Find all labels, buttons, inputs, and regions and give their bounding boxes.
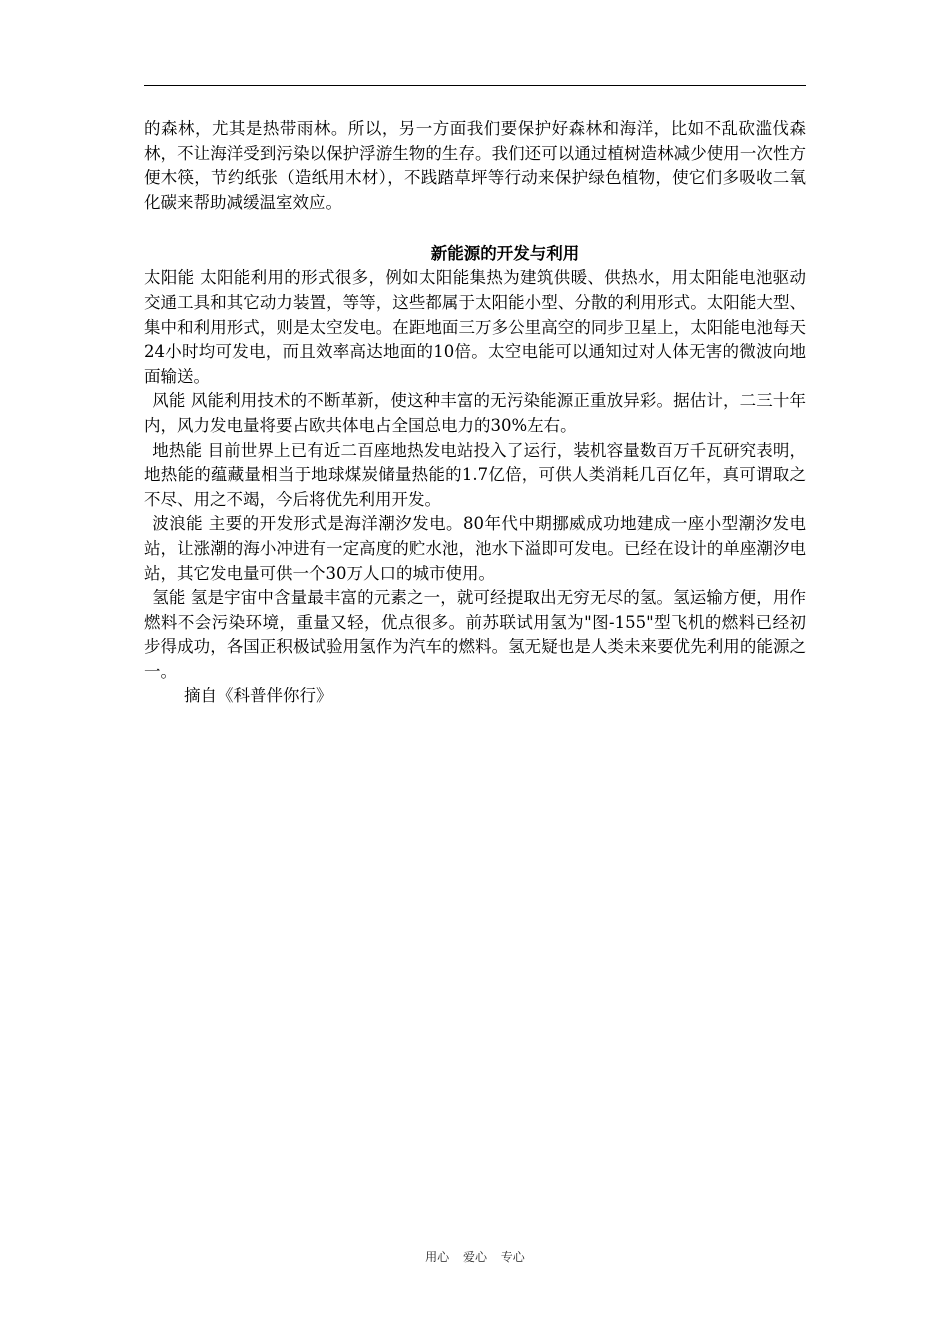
paragraph-hydrogen: 氢能 氢是宇宙中含量最丰富的元素之一，就可经提取出无穷无尽的氢。氢运输方便，用作燃料不会污染环境，重量又轻，优点很多。前苏联试用氢为"图-155"型飞机的燃料已经初步得成功，各国正积极试验用氢作为汽车的燃料。氢无疑也是人类未来要优先利用的能源之一。 (144, 588, 806, 681)
intro-paragraph: 的森林，尤其是热带雨林。所以，另一方面我们要保护好森林和海洋，比如不乱砍滥伐森林，不让海洋受到污染以保护浮游生物的生存。我们还可以通过植树造林减少使用一次性方便木筷，节约纸张（造纸用木材），不践踏草坪等行动来保护绿色植物，使它们多吸收二氧化碳来帮助减缓温室效应。 (144, 119, 806, 212)
paragraph-wind: 风能 风能利用技术的不断革新，使这种丰富的无污染能源正重放异彩。据估计，二三十年内，风力发电量将要占欧共体电占全国总电力的30%左右。 (144, 391, 806, 435)
page-footer: 用心 爱心 专心 (425, 1250, 525, 1264)
source-note: 摘自《科普伴你行》 (184, 686, 333, 706)
header-rule (144, 85, 806, 86)
paragraph-wave: 波浪能 主要的开发形式是海洋潮汐发电。80年代中期挪威成功地建成一座小型潮汐发电站，让涨潮的海小冲进有一定高度的贮水池，池水下溢即可发电。已经在设计的单座潮汐电站，其它发电量可供一个30万人口的城市使用。 (144, 514, 806, 583)
paragraph-geothermal: 地热能 目前世界上已有近二百座地热发电站投入了运行，装机容量数百万千瓦研究表明，地热能的蕴藏量相当于地球煤炭储量热能的1.7亿倍，可供人类消耗几百亿年，真可谓取之不尽、用之不竭，今后将优先利用开发。 (144, 440, 806, 509)
paragraph-solar: 太阳能 太阳能利用的形式很多，例如太阳能集热为建筑供暖、供热水，用太阳能电池驱动交通工具和其它动力装置，等等，这些都属于太阳能小型、分散的利用形式。太阳能大型、集中和利用形式，则是太空发电。在距地面三万多公里高空的同步卫星上，太阳能电池每天24小时均可发电，而且效率高达地面的10倍。太空电能可以通知过对人体无害的微波向地面输送。 (144, 268, 806, 386)
document-body (144, 117, 806, 709)
section-title: 新能源的开发与利用 (430, 244, 580, 264)
